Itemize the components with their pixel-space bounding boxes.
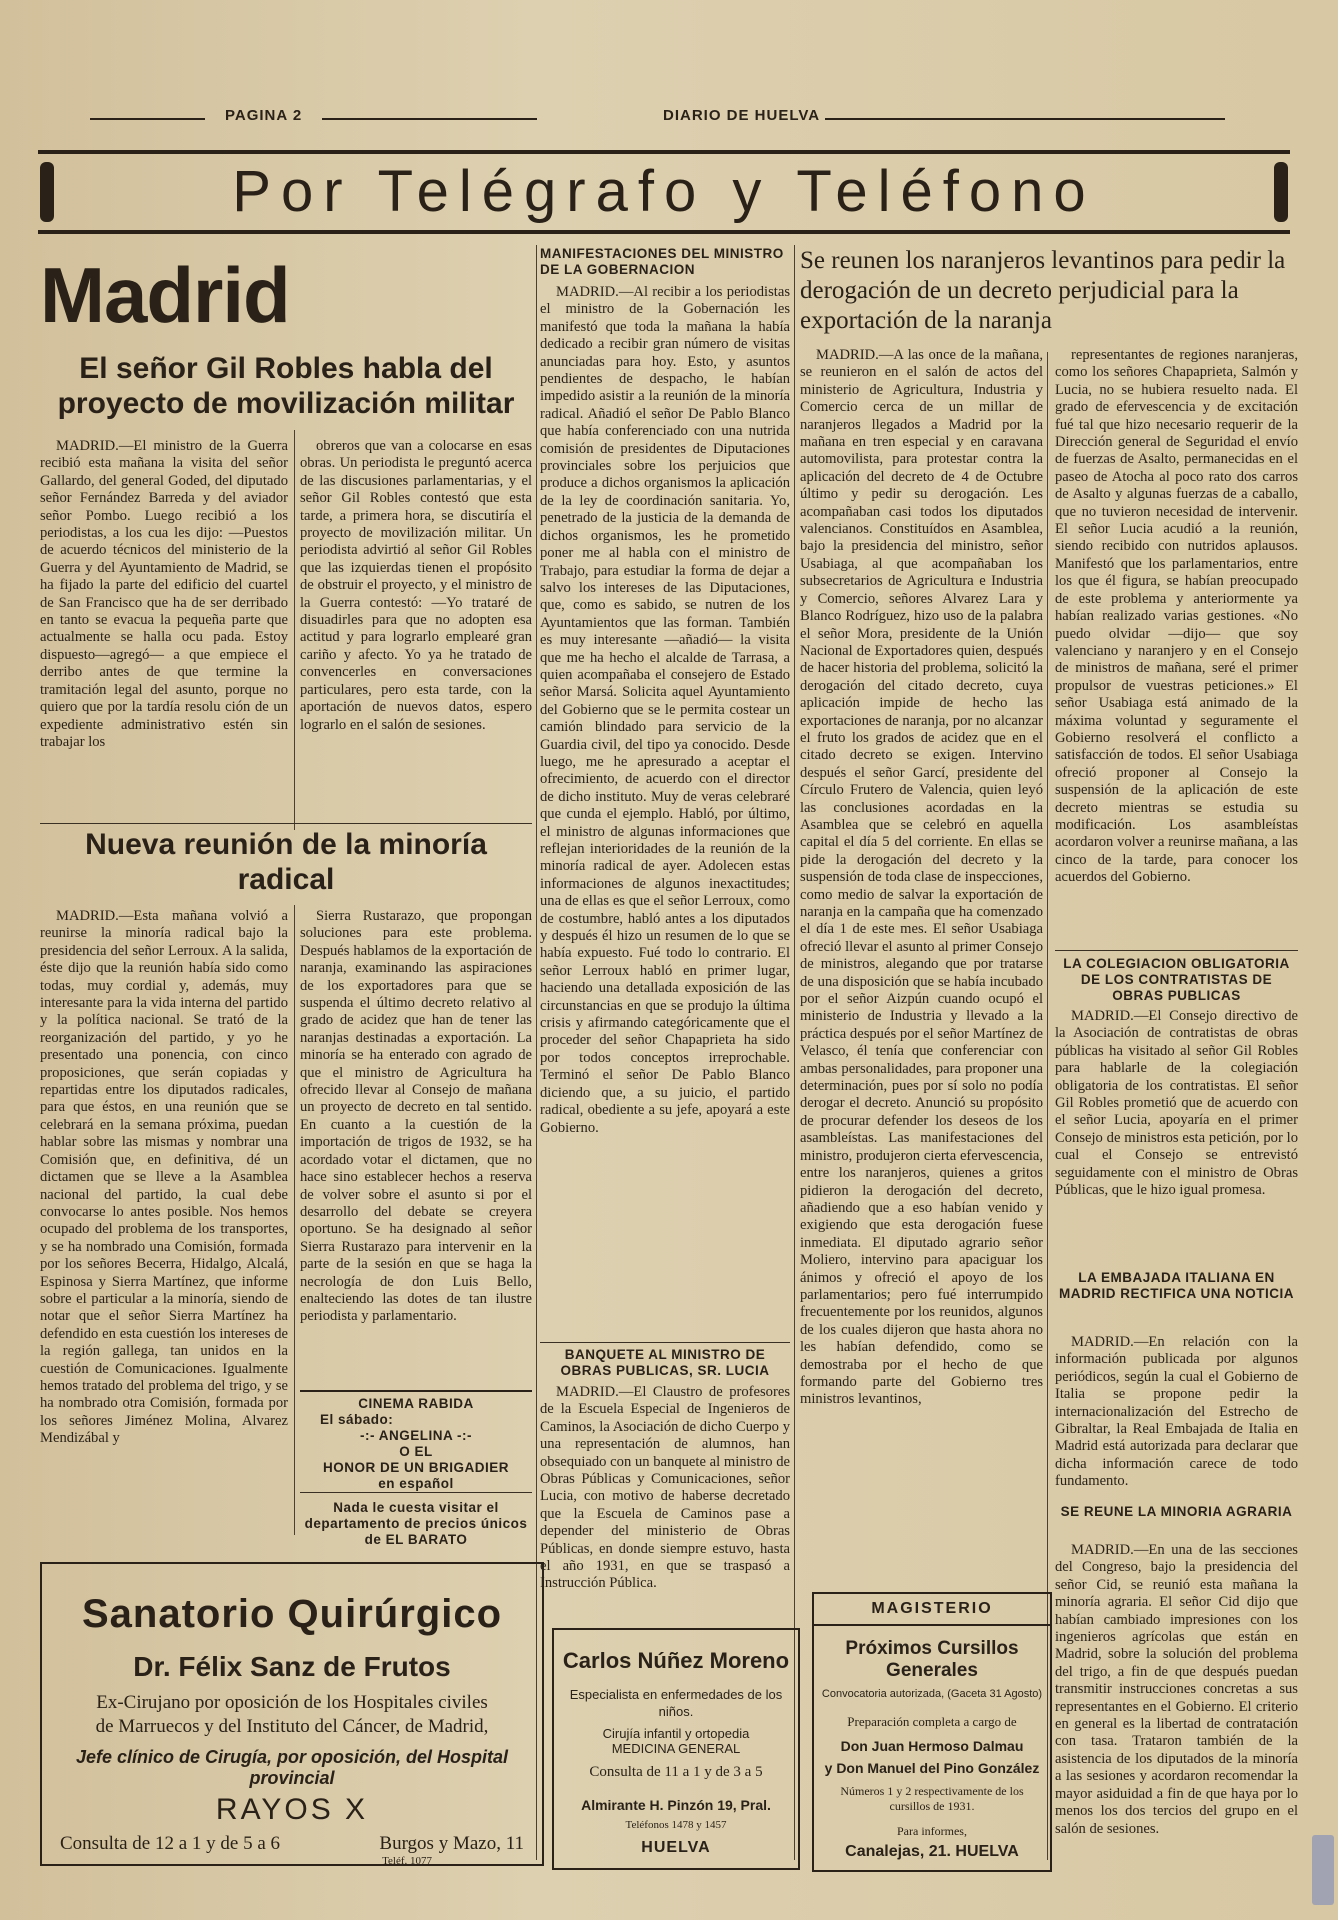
divider	[540, 1342, 790, 1343]
sanatorio-line: Ex-Cirujano por oposición de los Hospitales civiles	[96, 1692, 488, 1713]
minoria-col1: MADRID.—Esta mañana volvió a reunirse la minoría radical bajo la presidencia del señor Lerroux. A la salida, éste dijo que la reunión había sido como todas, muy cordial y, además, muy interesante para la vida interna del partido y la política nacional. Se trató de la reorganización del partido, y yo he presentado una ponencia, con cinco proposiciones, que serán copiadas y repartidas entre los diputados radicales, para que éstos, en una reunión que se celebrará en la semana próxima, puedan hablar sobre las mismas y nombrar una Comisión que, en definitiva, dé un dictamen que se lleve a la Asamblea nacional del partido, la cual debe convocarse lo antes posible. Nos hemos ocupado del problema de los transportes, y se ha nombrado una Comisión, formada por los señores Becerra, Hidalgo, Alcalá, Espinosa y Sierra Martínez, que informe sobre el particular a la minoría, siendo de notar que el señor Sierra Martínez ha defendido en esta cuestión los intereses de la región gallega, tan unidos en la cuestión de Comunicaciones. Igualmente hemos tratado del problema del trigo, y se ha nombrado otra Comisión, formada por los señores Jiménez Molina, Alvarez Mendizábal y	[40, 908, 288, 1447]
agraria-body: MADRID.—En una de las secciones del Congreso, bajo la presidencia del señor Cid, se reunió esta mañana la minoría agraria. El señor Cid dijo que habían cambiado impresiones con los ingenieros agrícolas que están en Madrid, sobre la solución del problema del trigo, a fin de que después puedan transmitir instrucciones concretas a sus representantes en el Gobierno. El criterio en general es la libertad de contratación con tasa. Trataron también de la asistencia de los diputados de la minoría a las sesiones y acordaron recomendar la mayor asiduidad a fin de que haya por lo menos los dos tercios del grupo en el salón de sesiones.	[1055, 1542, 1298, 1837]
sanatorio-footer	[42, 1833, 542, 1855]
moreno-spec: Cirujía infantil y ortopedia	[602, 1726, 750, 1741]
embajada-body: MADRID.—En relación con la información publicada por algunos periódicos, según la cual el Gobierno de Italia se propone pedir la internacionalización del Estrecho de Gibraltar, la Real Embajada de Italia en Madrid está autorizada para declarar que dicha información carece de todo fundamento.	[1055, 1334, 1298, 1490]
sanatorio-address: Burgos y Mazo, 11	[379, 1833, 524, 1854]
cinema-ad	[300, 1390, 532, 1491]
banquete-body: MADRID.—El Claustro de profesores de la Escuela Especial de Ingenieros de Caminos, la Asociación de dicho Cuerpo y una representación de alumnos, han obsequiado con un banquete al ministro de Obras Públicas y Comunicaciones, señor Lucia, con motivo de haberse decretado que la Escuela de Caminos pase a depender del ministerio de Obras Públicas, en donde siempre estuvo, hasta el año 1931, en que se traspasó a Instrucción Pública.	[540, 1384, 790, 1592]
column-rule	[794, 245, 795, 1860]
section-banner	[38, 150, 1290, 234]
cinema-line: -:- ANGELINA -:-	[360, 1428, 472, 1443]
page-number: PAGINA 2	[225, 107, 303, 124]
minoria-headline: Nueva reunión de la minoría radical	[85, 828, 487, 896]
bracket-icon	[1274, 162, 1288, 222]
magisterio-address: Canalejas, 21. HUELVA	[845, 1843, 1019, 1860]
minoria-col2: Sierra Rustarazo, que propongan soluciones para este problema. Después hablamos de la exportación de naranja, examinando las aspiraciones de los exportadores para que se suspenda el último decreto relativo al grado de acidez que han de tener las naranjas destinadas a exportación. La minoría se ha enterado con agrado de que el ministro de Agricultura ha ofrecido llevar al Consejo de mañana un proyecto de decreto en tal sentido. En cuanto a la cuestión de la importación de trigos de 1932, se ha acordado votar el dictamen, que no hace sino establecer hechos a reserva de volver sobre el asunto si por el desarrollo del debate se creyera oportuno. Se ha designado al señor Sierra Rustarazo para intervenir en la parte de la sesión en que se haga la necrología de don Luis Bello, enalteciendo las dotes de tan ilustre periodista y parlamentario.	[300, 908, 532, 1325]
moreno-phones: Teléfonos 1478 y 1457	[625, 1819, 727, 1831]
naranja-headline: Se reunen los naranjeros levantinos para pedir la derogación de un decreto perjudicial para la exportación de la naranja	[800, 247, 1286, 334]
magisterio-ad	[812, 1592, 1052, 1872]
cinema-line: O EL	[399, 1444, 433, 1459]
moreno-name: Carlos Núñez Moreno	[562, 1648, 790, 1673]
magisterio-course: Próximos Cursillos Generales	[845, 1638, 1019, 1681]
colegiacion-headline: LA COLEGIACION OBLIGATORIA DE LOS CONTRATISTAS DE OBRAS PUBLICAS	[1063, 956, 1290, 1003]
colegiacion-body: MADRID.—El Consejo directivo de la Asociación de contratistas de obras públicas ha visitado al señor Gil Robles para hablarle de la colegiación obligatoria de los contratistas. El señor Gil Robles prometió que de acuerdo con el señor Lucia, apoyaría en el primer Consejo de ministros esta petición, por lo cual el Consejo se entrevistó seguidamente con el ministro de Obras Públicas, que le hizo igual promesa.	[1055, 1008, 1298, 1199]
divider	[1055, 950, 1298, 951]
cinema-title: CINEMA RABIDA	[358, 1396, 474, 1411]
gil-headline: El señor Gil Robles habla del proyecto de movilización militar	[57, 352, 515, 420]
divider	[300, 1492, 532, 1493]
sanatorio-consulta: Consulta de 12 a 1 y de 5 a 6	[60, 1833, 281, 1854]
manif-headline: MANIFESTACIONES DEL MINISTRO DE LA GOBERNACION	[540, 246, 784, 277]
moreno-spec: Especialista en enfermedades de los niños.	[569, 1687, 783, 1719]
sanatorio-line: de Marruecos y del Instituto del Cáncer, de Madrid,	[95, 1716, 489, 1737]
magisterio-numbers: Números 1 y 2 respectivamente de los cursillos de 1931.	[840, 1784, 1024, 1813]
sanatorio-phone: Teléf. 1077	[382, 1855, 432, 1867]
divider	[40, 823, 532, 824]
naranja-col1: MADRID.—A las once de la mañana, se reunieron en el salón de actos del ministerio de Agricultura, Industria y Comercio cerca de un millar de naranjeros llegados a Madrid por la mañana en tren especial y en caravana automovilista, para protestar contra la aplicación del decreto de 4 de Octubre último y pedir su derogación. Les acompañaban casi todos los diputados valencianos. Constituídos en Asamblea, bajo la presidencia del ministro, señor Usabiaga, al que acompañaban los subsecretarios de Agricultura e Industria y Comercio, señores Alvarez Lara y Blanco Rodríguez, hizo uso de la palabra el señor Mora, presidente de la Unión Nacional de Exportadores quien, después de hacer historia del problema, solicitó la derogación del citado decreto, cuya aplicación impide de hecho las exportaciones de naranja, por no alcanzar el fruto los grados de acidez que en el citado decreto se exigen. Intervino después el señor Garcí, presidente del Círculo Frutero de Valencia, quien leyó las conclusiones acordadas en la Asamblea que se celebró en aquella capital el día 5 del corriente. En ellas se pide la derogación del decreto y la suspensión de toda clase de inspecciones, como medio de salvar la exportación de naranja en la campaña que ha comenzado el día 1 de este mes. El señor Usabiaga ofreció llevar el asunto al primer Consejo de ministros, alegando que por tratarse de una disposición que se había incubado por el señor Aizpún cuando ocupó el ministerio de Industria y llevado a la práctica después por el señor Martínez de Velasco, él tenía que conferenciar con ambas personalidades, para proponer una determinación, pues por sí solo no podía derogar el decreto. Anunció su propósito de procurar defender los deseos de los asambleístas. Las manifestaciones del ministro, produjeron cierta efervescencia, entre los naranjeros, quienes a gritos pidieron la derogación del decreto, añadiendo que a eso habían venido y exigiendo que esta derogación fuese inmediata. El diputado agrario señor Moliero, intervino para apaciguar los ánimos y ofreció el apoyo de los parlamentarios; pero fué interrumpido frecuentemente por los reunidos, algunos de los cuales dijeron que hasta ahora no les habían defendido, como se demostraba por el hecho de que formando parte del Gobierno tres ministros levantinos,	[800, 347, 1043, 1408]
section-title: Madrid	[40, 251, 290, 339]
cinema-line: HONOR DE UN BRIGADIER	[322, 1460, 509, 1475]
magisterio-auth: Convocatoria autorizada, (Gaceta 31 Agosto)	[821, 1688, 1043, 1700]
running-header	[90, 104, 1250, 134]
sanatorio-ad	[40, 1562, 544, 1866]
newspaper-name: DIARIO DE HUELVA	[663, 107, 821, 124]
magisterio-title: MAGISTERIO	[814, 1600, 1050, 1626]
barato-ad: Nada le cuesta visitar el departamento de precios únicos de EL BARATO	[304, 1500, 528, 1547]
gil-col1: MADRID.—El ministro de la Guerra recibió esta mañana la visita del señor Gallardo, del general Goded, del diputado señor Fernández Barreda y del aviador señor Pombo. Luego recibió a los periodistas, a los cua les dijo: —Puestos de acuerdo técnicos del ministerio de la Guerra y del Ayuntamiento de Madrid, se ha fijado la parte del edificio del cuartel de San Francisco que ha de ser derribado en tanto se evacua la pequeña parte que actualmente se halla ocu pada. Estoy dispuesto—agregó— a que empiece el derribo antes de que termine la tramitación legal del asunto, porque no quiero que por la tardía resolu ción de un expediente administrativo estén sin trabajar los	[40, 438, 288, 750]
cinema-line: en español	[378, 1476, 454, 1491]
moreno-address: Almirante H. Pinzón 19, Pral.	[581, 1797, 771, 1813]
sanatorio-doctor: Dr. Félix Sanz de Frutos	[133, 1651, 451, 1682]
library-stamp	[1312, 1835, 1334, 1905]
agraria-headline: SE REUNE LA MINORIA AGRARIA	[1060, 1504, 1293, 1519]
sanatorio-xray: RAYOS X	[215, 1793, 369, 1826]
manif-body: MADRID.—Al recibir a los periodistas el ministro de la Gobernación les manifestó que toda la mañana la había dedicado a recibir gran número de visitas anunciadas para hoy. Esto, y asuntos pendientes de despacho, le habían impedido asistir a la reunión de la minoría radical. Añadió el señor De Pablo Blanco que había conferenciado con una nutrida comisión de presidentes de Diputaciones provinciales sobre los perjuicios que produce a dichos organismos la aplicación de la ley de coordinación sanitaria. Yo, penetrado de la justicia de la demanda de dichos organismos, les he prometido poner me al habla con el ministro de Trabajo, para estudiar la forma de dejar a salvo los intereses de las Diputaciones, que, como es sabido, se nutren de los Ayuntamientos que las forman. También es muy interesante —añadió— la visita que me ha hecho el alcalde de Tarrasa, a quien acompañaba el consejero de Estado señor Marsá. Solicita aquel Ayuntamiento del Gobierno que se le permita costear un camión blindado para servicio de la Guardia civil, del tipo ya conocido. Desde luego, me he apresurado a aceptar el ofrecimiento, de acuerdo con el director de dicho instituto. Muy de veras celebraré que cunda el ejemplo. Habló, por último, el ministro de algunas informaciones que reflejan interioridades de la reunión de la minoría radical de ayer. Adolecen estas informaciones de algunos inexactitudes; una de ellas es que el señor Lerroux, como de costumbre, habló antes a los diputados y después él hizo un resumen de lo que se había expuesto. Fué todo lo contrario. El señor Lerroux habló en primer lugar, haciendo una detallada exposición de las circunstancias en que se produjo la última crisis y afirmando categóricamente que el proceder del señor Chapaprieta ha sido por todos conceptos irreprochable. Terminó el señor De Pablo Blanco diciendo que, a su juicio, el partido radical, obediente a su jefe, apoyará a este Gobierno.	[540, 284, 790, 1136]
magisterio-info: Para informes,	[897, 1824, 967, 1838]
moreno-ad	[552, 1628, 800, 1870]
moreno-city: HUELVA	[641, 1839, 711, 1856]
banner-title: Por Telégrafo y Teléfono	[232, 159, 1096, 224]
magisterio-teacher: y Don Manuel del Pino González	[824, 1760, 1040, 1776]
gil-col2: obreros que van a colocarse en esas obras. Un periodista le preguntó acerca de las discusiones parlamentarias, y el señor Gil Robles contestó que esta tarde, a primera hora, se discutiría el proyecto de movilización militar. Un periodista advirtió al señor Gil Robles que las izquierdas tienen el propósito de obstruir el proyecto, y el ministro de la Guerra contestó: —Yo trataré de disuadirles para que no adopten esa actitud y para lograrlo emplearé gran cariño y afecto. Yo ya he tratado de convencerles en conversaciones particulares, pero esta tarde, con la aportación de nuevos datos, espero lograrlo en el salón de sesiones.	[300, 438, 532, 733]
embajada-headline: LA EMBAJADA ITALIANA EN MADRID RECTIFICA UNA NOTICIA	[1059, 1270, 1294, 1301]
sanatorio-line: Jefe clínico de Cirugía, por oposición, del Hospital provincial	[75, 1747, 509, 1788]
cinema-line: El sábado:	[320, 1412, 394, 1427]
moreno-consulta: Consulta de 11 a 1 y de 3 a 5	[589, 1764, 763, 1780]
sanatorio-title: Sanatorio Quirúrgico	[81, 1592, 503, 1636]
magisterio-prep: Preparación completa a cargo de	[847, 1714, 1017, 1729]
banquete-headline: BANQUETE AL MINISTRO DE OBRAS PUBLICAS, SR. LUCIA	[560, 1347, 770, 1378]
magisterio-teacher: Don Juan Hermoso Dalmau	[840, 1738, 1024, 1754]
naranja-col2: representantes de regiones naranjeras, como los señores Chapaprieta, Salmón y Lucia, no se hubiera resuelto nada. El grado de efervescencia y de excitación fué tal que hizo necesario requerir de la Dirección general de Seguridad el envío de fuerzas de Asalto, permanecidas en el paseo de Atocha al poco rato dos carros de Asalto y algunas fuerzas de a caballo, que no tuvieron necesidad de intervenir. El señor Lucia acudió a la reunión, siendo recibido con nutridos aplausos. Manifestó que los parlamentarios, entre los que él figura, se habían preocupado de este problema y anteriormente ya habían realizado varias gestiones. «No puedo olvidar —dijo— que soy valenciano y naranjero y en el Consejo de ministros de mañana, seré el primer propulsor de vuestras peticiones.» El señor Usabiaga está animado de la máxima voluntad y seguramente el Gobierno resolverá el conflicto a satisfacción de todos. El señor Usabiaga ofreció proponer al Consejo la suspensión de la aplicación de este decreto mientras se estudia su modificación. Los asambleístas acordaron volver a reunirse mañana, a las cinco de la tarde, para conocer los acuerdos del Gobierno.	[1055, 347, 1298, 886]
moreno-spec: MEDICINA GENERAL	[611, 1741, 741, 1756]
column-rule	[294, 905, 295, 1535]
column-rule	[294, 430, 295, 830]
